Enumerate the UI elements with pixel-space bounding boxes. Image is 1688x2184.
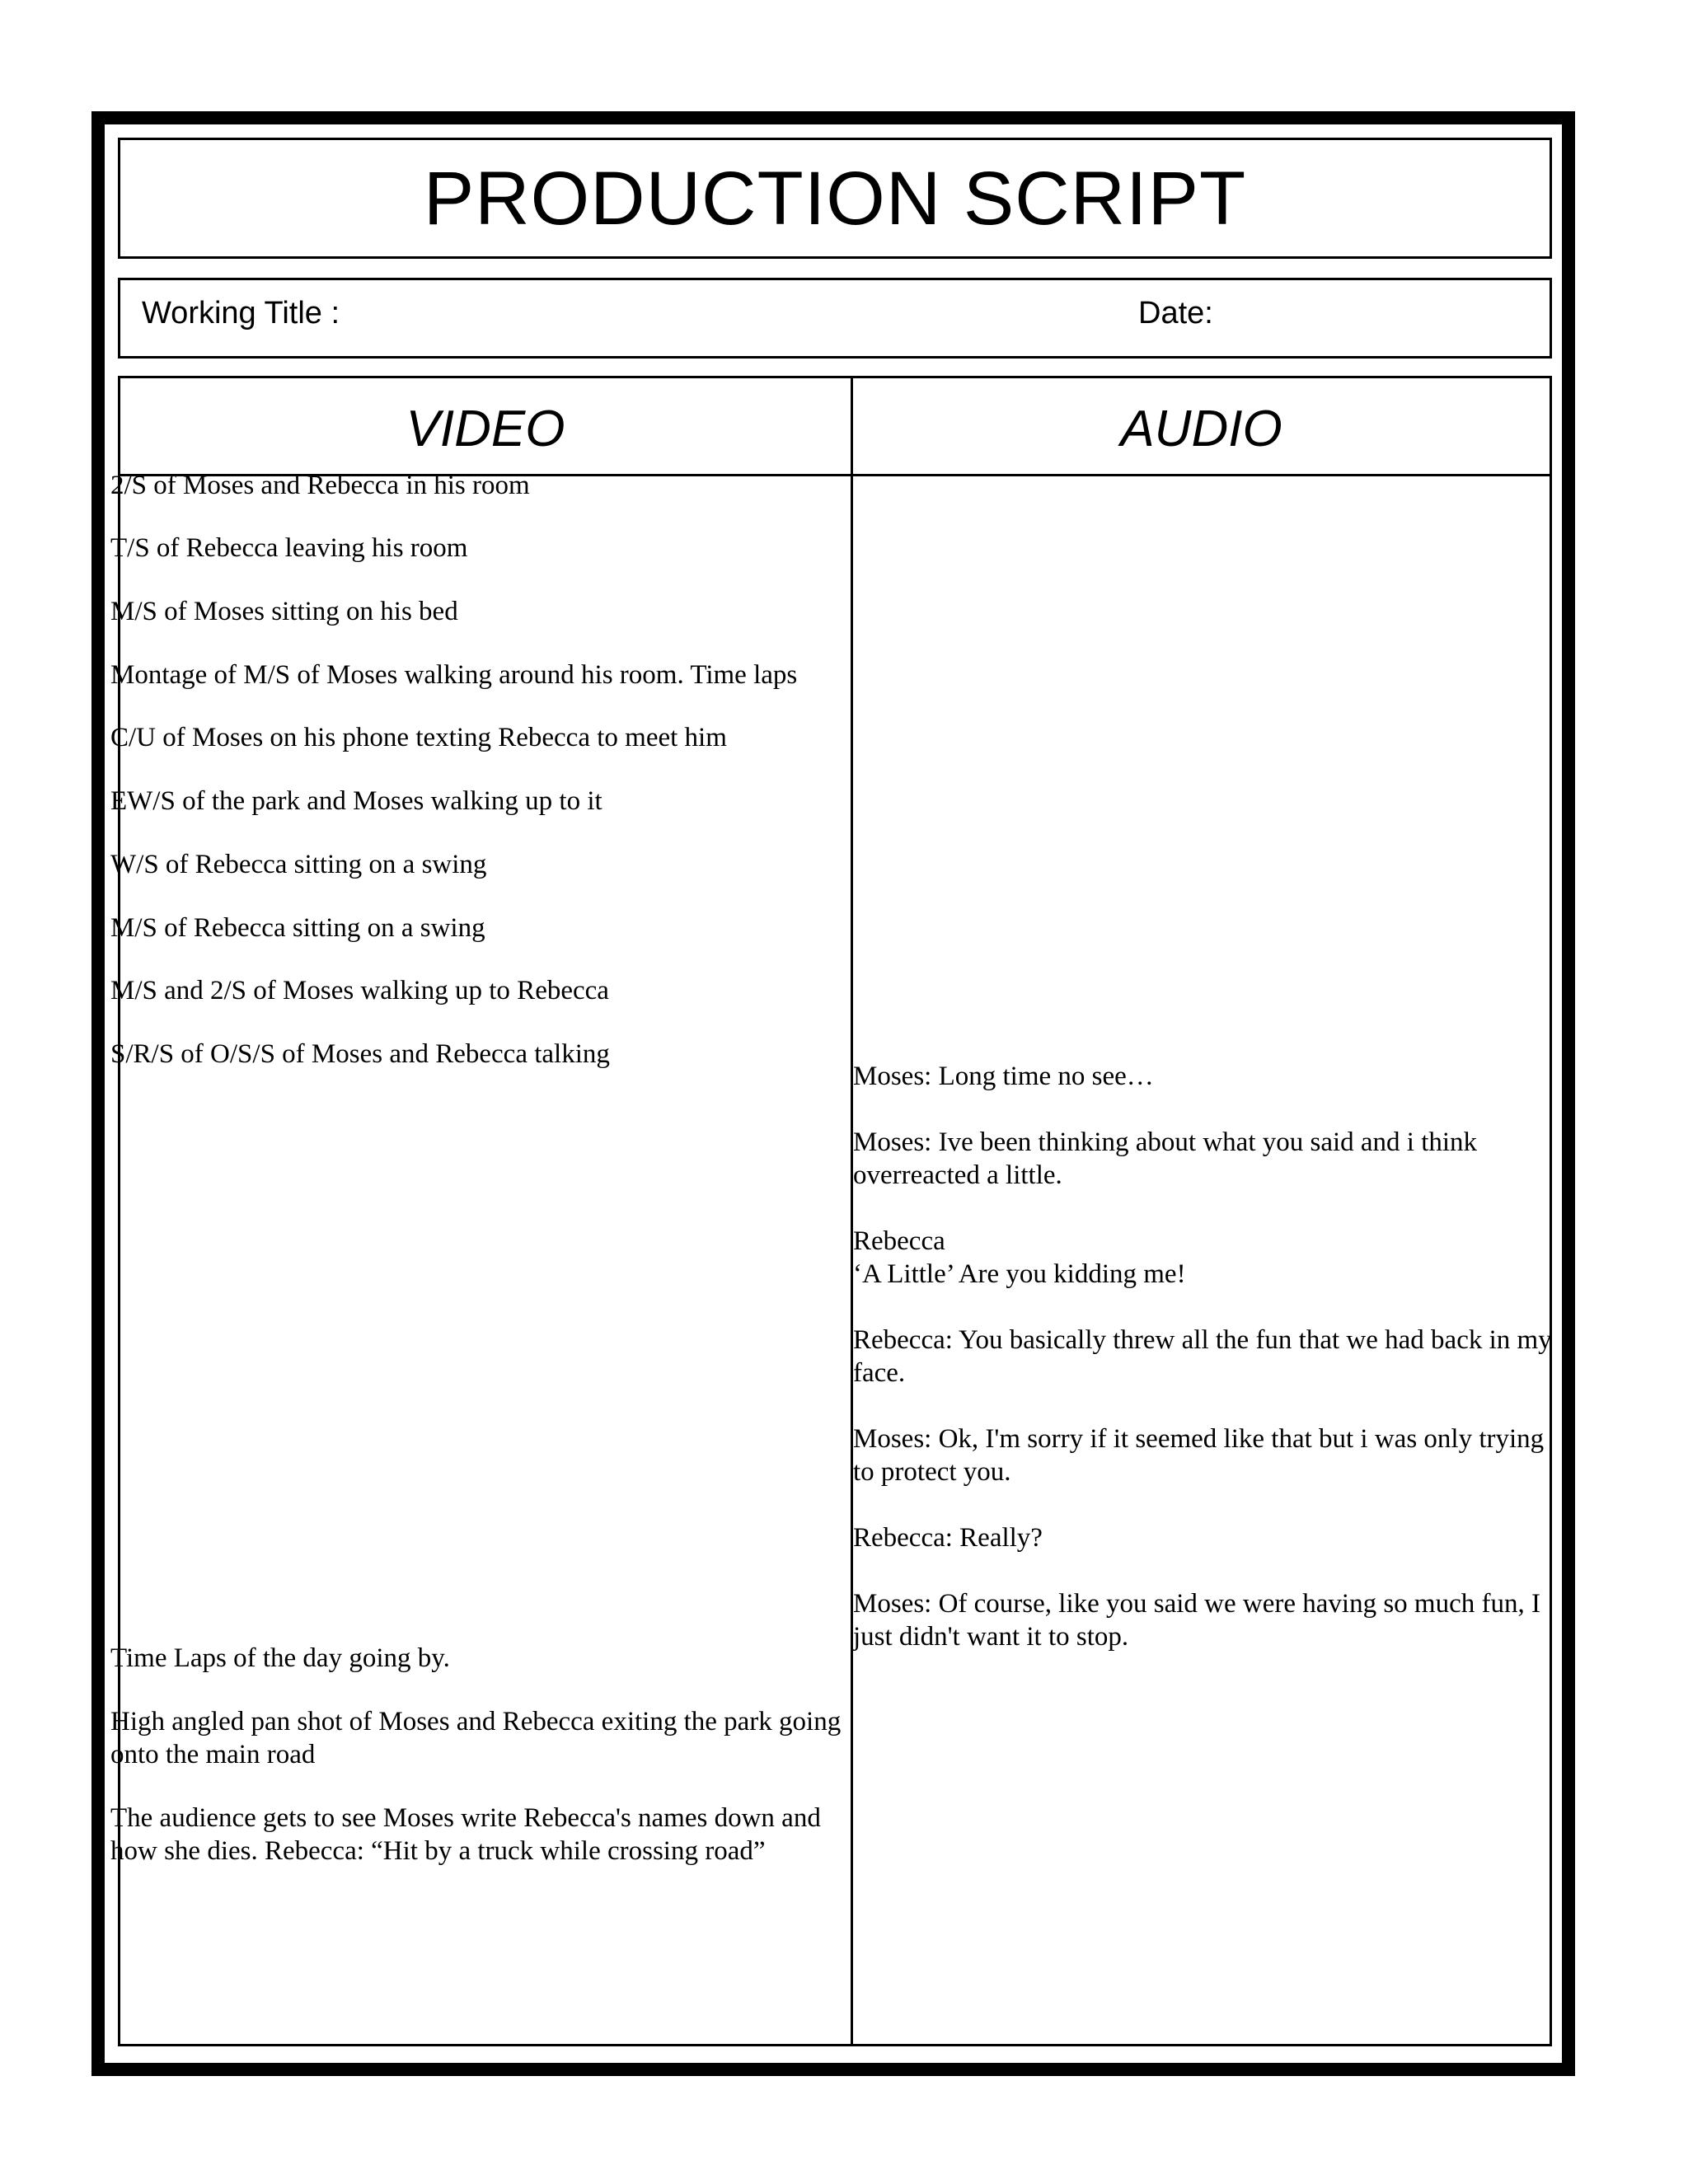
audio-row: ‘A Little’ Are you kidding me! (853, 1259, 1186, 1289)
audio-row: Rebecca: Really? (853, 1523, 1043, 1553)
page-title: PRODUCTION SCRIPT (423, 156, 1247, 241)
audio-row: Moses: Ive been thinking about what you said and i think (853, 1127, 1478, 1157)
video-row: The audience gets to see Moses write Rebecca's names down and (110, 1803, 821, 1833)
audio-row: Rebecca: You basically threw all the fun that we had back in my (853, 1325, 1552, 1355)
video-row: onto the main road (110, 1740, 316, 1769)
audio-row: Moses: Of course, like you said we were having so much fun, I (853, 1589, 1540, 1619)
audio-row: to protect you. (853, 1457, 1011, 1487)
audio-row: face. (853, 1358, 906, 1388)
video-row: W/S of Rebecca sitting on a swing (110, 850, 487, 879)
video-row: S/R/S of O/S/S of Moses and Rebecca talking (110, 1039, 610, 1069)
date-label: Date: (1138, 296, 1213, 330)
video-row: C/U of Moses on his phone texting Rebecca to meet him (110, 723, 727, 752)
video-row: M/S and 2/S of Moses walking up to Rebecca (110, 976, 609, 1005)
video-row: Montage of M/S of Moses walking around his room. Time laps (110, 660, 798, 690)
meta-box (118, 278, 1552, 359)
video-row: how she dies. Rebecca: “Hit by a truck while crossing road” (110, 1836, 766, 1866)
title-box (118, 138, 1552, 259)
audio-row: Moses: Long time no see… (853, 1062, 1154, 1091)
video-row: 2/S of Moses and Rebecca in his room (110, 471, 530, 500)
audio-row: just didn't want it to stop. (853, 1622, 1129, 1652)
audio-row: Rebecca (853, 1226, 945, 1256)
working-title-label: Working Title : (142, 296, 340, 330)
audio-column-header: AUDIO (1120, 400, 1282, 457)
video-column-header: VIDEO (406, 400, 565, 457)
video-row: T/S of Rebecca leaving his room (110, 533, 468, 563)
audio-row: Moses: Ok, I'm sorry if it seemed like that but i was only trying (853, 1424, 1545, 1454)
column-divider (851, 376, 853, 2046)
video-row: M/S of Rebecca sitting on a swing (110, 913, 485, 943)
audio-row: overreacted a little. (853, 1160, 1062, 1190)
video-row: EW/S of the park and Moses walking up to it (110, 786, 603, 816)
video-row: High angled pan shot of Moses and Rebecca exiting the park going (110, 1707, 842, 1736)
video-row: M/S of Moses sitting on his bed (110, 597, 458, 626)
video-row: Time Laps of the day going by. (110, 1643, 450, 1673)
